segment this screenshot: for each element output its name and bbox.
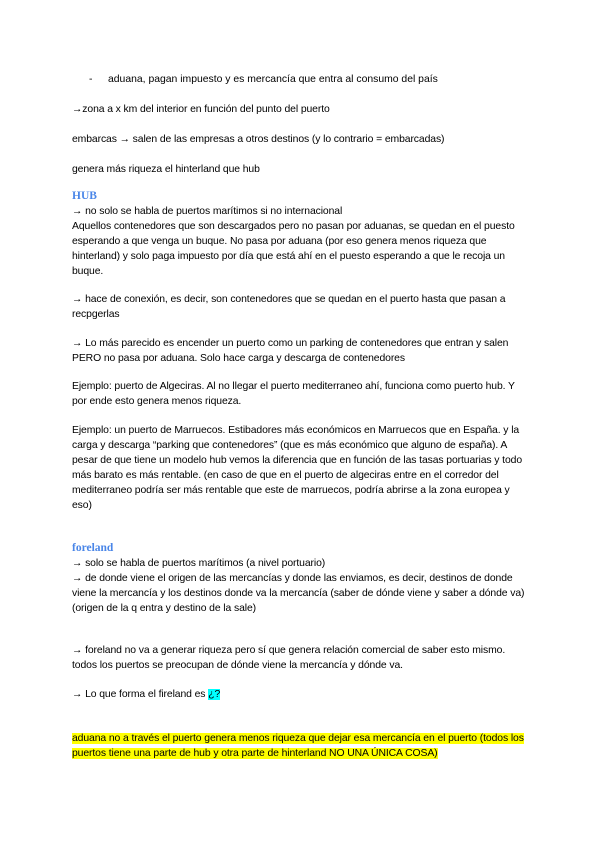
hub-ejemplo-marruecos: Ejemplo: un puerto de Marruecos. Estibadores más económicos en Marruecos que en España. y la carga y descarga “parking que contenedores” (que es más económico que alguno de españa). A pesar de que tiene un modelo hub vemos la diferencia que en función de las tasas portuarias y todo más barato es más rentable. (en caso de que en el puerto de algeciras entre en el corredor del mediterraneo podría ser más rentable que este de marruecos, podría abrirse a la zona europea y eso) xyxy=(72,425,522,511)
hub-conexion: → hace de conexión, es decir, son contenedores que se quedan en el puerto hasta que pasan a recpgerlas xyxy=(72,294,506,320)
bullet-text: aduana, pagan impuesto y es mercancía que entra al consumo del país xyxy=(108,74,438,85)
paragraph-embarcas: embarcas → salen de las empresas a otros destinos (y lo contrario = embarcadas) xyxy=(72,134,445,145)
foreland-riqueza: → foreland no va a generar riqueza pero sí que genera relación comercial de saber esto mismo. todos los puertos se preocupan de dónde viene la mercancía y dónde va. xyxy=(72,645,506,671)
hub-parking: → Lo más parecido es encender un puerto como un parking de contenedores que entran y salen PERO no pasa por aduana. Solo hace carga y descarga de contenedores xyxy=(72,338,509,364)
conclusion-paragraph xyxy=(72,731,530,761)
foreland-forma-highlight: ¿? xyxy=(208,689,221,700)
foreland-forma xyxy=(72,687,530,702)
hub-ejemplo-algeciras: Ejemplo: puerto de Algeciras. Al no llegar el puerto mediterraneo ahí, funciona como puerto hub. Y por ende esto genera menos riqueza. xyxy=(72,381,515,407)
bullet-marker: - xyxy=(89,74,93,85)
hub-description: Aquellos contenedores que son descargados pero no pasan por aduanas, se quedan en el puesto esperando a que venga un buque. No pasa por aduana (por eso genera menos riqueza que hinterland) y solo paga impuesto por día que está ahí en el puesto esperando a que le recoja un buque. xyxy=(72,221,515,277)
foreland-forma-prefix: → Lo que forma el fireland es xyxy=(72,689,209,700)
conclusion-highlight: aduana no a través el puerto genera menos riqueza que dejar esa mercancía en el puerto (todos los puertos tiene una parte de hub y otra parte de hinterland NO UNA ÚNICA COSA) xyxy=(72,733,524,759)
hub-line-maritimos: → no solo se habla de puertos marítimos si no internacional xyxy=(72,206,343,217)
paragraph-zona: →zona a x km del interior en función del punto del puerto xyxy=(72,104,330,115)
foreland-line-maritimos: → solo se habla de puertos marítimos (a nivel portuario) xyxy=(72,558,326,569)
foreland-description: → de donde viene el origen de las mercancías y donde las enviamos, es decir, destinos de donde viene la mercancía y los destinos donde va la mercancía (saber de dónde viene y saber a dónde va) (origen de la q entra y destino de la sale) xyxy=(72,573,525,614)
hub-heading: HUB xyxy=(72,190,97,202)
paragraph-genera: genera más riqueza el hinterland que hub xyxy=(72,164,260,175)
foreland-heading: foreland xyxy=(72,542,114,554)
